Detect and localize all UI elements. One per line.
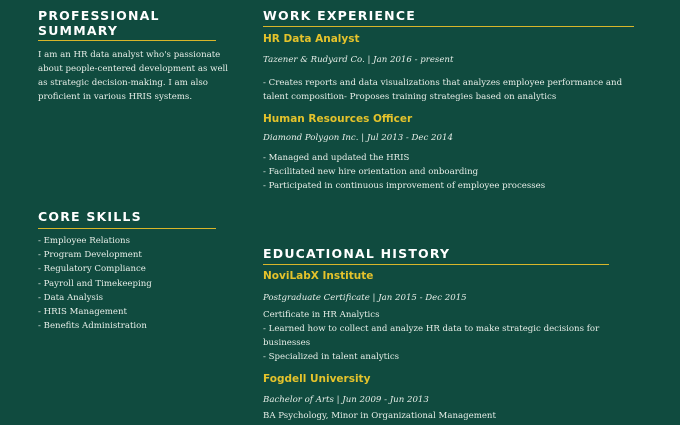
school-detail-line: businesses (263, 338, 311, 348)
job-details (263, 76, 622, 104)
skills-list (38, 234, 152, 333)
summary-heading-line1: PROFESSIONAL (38, 8, 160, 23)
skills-heading: CORE SKILLS (38, 209, 142, 224)
skill-item: - Data Analysis (38, 292, 103, 303)
summary-line: I am an HR data analyst who's passionate (38, 50, 221, 60)
job-meta: Tazener & Rudyard Co. | Jan 2016 - present (263, 55, 454, 65)
job-title: HR Data Analyst (263, 33, 360, 45)
skill-item: - HRIS Management (38, 307, 128, 318)
job-details (263, 151, 545, 193)
job-detail-line: - Participated in continuous improvement of employee processes (263, 181, 546, 191)
summary-line: as strategic decision-making. I am also (38, 78, 208, 88)
skill-item: - Employee Relations (38, 236, 130, 246)
skill-item: - Program Development (38, 250, 142, 261)
school-name: Fogdell University (263, 373, 371, 385)
school-detail-line: Certificate in HR Analytics (263, 310, 380, 320)
job-detail-line: - Facilitated new hire orientation and onboarding (263, 167, 479, 177)
summary-rule (38, 40, 216, 41)
summary-heading (38, 8, 160, 38)
education-rule (263, 264, 609, 265)
school-detail-line: BA Psychology, Minor in Organizational Management (263, 411, 496, 421)
school-meta: Postgraduate Certificate | Jan 2015 - Dec 2015 (263, 293, 467, 303)
job-detail-line: - Managed and updated the HRIS (263, 153, 410, 163)
skill-item: - Benefits Administration (38, 321, 147, 332)
experience-rule (263, 26, 634, 27)
school-name: NoviLabX Institute (263, 270, 374, 282)
job-detail-line: - Creates reports and data visualizations that analyzes employee performance and (263, 78, 623, 88)
job-detail-line: talent composition- Proposes training strategies based on analytics (263, 92, 557, 102)
school-detail-line: - Learned how to collect and analyze HR data to make strategic decisions for (263, 324, 600, 334)
education-heading: EDUCATIONAL HISTORY (263, 246, 451, 261)
job-meta: Diamond Polygon Inc. | Jul 2013 - Dec 2014 (263, 133, 453, 143)
experience-heading: WORK EXPERIENCE (263, 8, 416, 23)
school-details (263, 409, 496, 423)
skill-item: - Regulatory Compliance (38, 264, 146, 275)
summary-line: about people-centered development as well (38, 64, 229, 74)
summary-text (38, 48, 228, 104)
summary-heading-line2: SUMMARY (38, 23, 119, 38)
summary-line: proficient in various HRIS systems. (38, 92, 193, 102)
school-detail-line: - Specialized in talent analytics (263, 352, 400, 362)
job-title: Human Resources Officer (263, 113, 413, 125)
skills-rule (38, 228, 216, 229)
school-details (263, 308, 599, 364)
skill-item: - Payroll and Timekeeping (38, 278, 152, 289)
school-meta: Bachelor of Arts | Jun 2009 - Jun 2013 (263, 395, 429, 405)
